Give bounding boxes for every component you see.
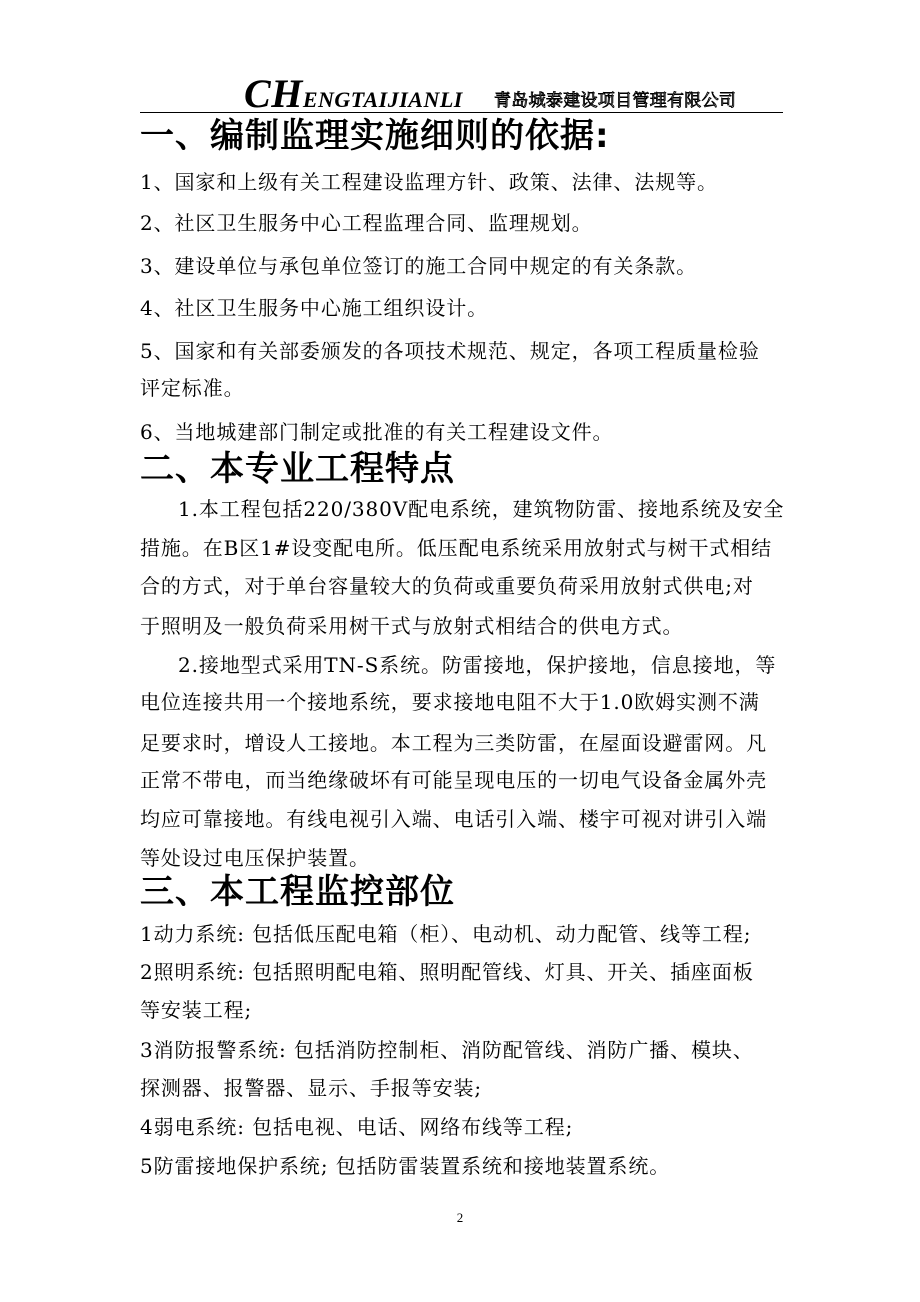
section-2-line: 于照明及一般负荷采用树干式与放射式相结合的供电方式。	[140, 614, 684, 638]
section-1-line: 2、社区卫生服务中心工程监理合同、监理规划。	[140, 211, 593, 235]
section-3-line: 4弱电系统: 包括电视、电话、网络布线等工程;	[140, 1115, 574, 1139]
section-3-line: 探测器、报警器、显示、手报等安装;	[140, 1076, 483, 1100]
section-heading-2: 二、本专业工程特点	[140, 449, 455, 489]
section-2-line: 2.接地型式采用TN-S系统。防雷接地，保护接地，信息接地，等	[178, 653, 777, 677]
section-heading-3: 三、本工程监控部位	[140, 872, 455, 912]
company-logo-text: CHENGTAIJIANLI	[244, 71, 463, 116]
section-2-line: 正常不带电，而当绝缘破坏有可能呈现电压的一切电气设备金属外壳	[140, 768, 767, 792]
section-2-line: 1.本工程包括220/380V配电系统，建筑物防雷、接地系统及安全	[178, 497, 785, 521]
section-1-line: 6、当地城建部门制定或批准的有关工程建设文件。	[140, 420, 614, 444]
section-2-line: 合的方式，对于单台容量较大的负荷或重要负荷采用放射式供电;对	[140, 574, 754, 598]
page-header	[140, 66, 783, 116]
section-2-line: 措施。在B区1#设变配电所。低压配电系统采用放射式与树干式相结	[140, 536, 773, 560]
section-3-line: 2照明系统: 包括照明配电箱、照明配管线、灯具、开关、插座面板	[140, 960, 754, 984]
company-name: 青岛城泰建设项目管理有限公司	[494, 91, 737, 111]
section-1-line: 1、国家和上级有关工程建设监理方针、政策、法律、法规等。	[140, 170, 718, 194]
section-1-line: 5、国家和有关部委颁发的各项技术规范、规定，各项工程质量检验	[140, 339, 760, 363]
section-3-line: 5防雷接地保护系统; 包括防雷装置系统和接地装置系统。	[140, 1154, 671, 1178]
section-3-line: 等安装工程;	[140, 998, 253, 1022]
section-2-line: 电位连接共用一个接地系统，要求接地电阻不大于1.0欧姆实测不满	[140, 690, 760, 714]
section-1-line: 评定标准。	[140, 376, 245, 400]
section-1-line: 3、建设单位与承包单位签订的施工合同中规定的有关条款。	[140, 254, 698, 278]
section-3-line: 3消防报警系统: 包括消防控制柜、消防配管线、消防广播、模块、	[140, 1038, 754, 1062]
section-2-line: 足要求时，增设人工接地。本工程为三类防雷，在屋面设避雷网。凡	[140, 731, 767, 755]
section-2-line: 均应可靠接地。有线电视引入端、电话引入端、楼宇可视对讲引入端	[140, 807, 767, 831]
section-heading-1: 一、编制监理实施细则的依据:	[140, 116, 610, 156]
section-3-line: 1动力系统: 包括低压配电箱（柜）、电动机、动力配管、线等工程;	[140, 922, 752, 946]
page-number: 2	[456, 1210, 464, 1225]
section-2-line: 等处设过电压保护装置。	[140, 846, 370, 870]
section-1-line: 4、社区卫生服务中心施工组织设计。	[140, 296, 489, 320]
